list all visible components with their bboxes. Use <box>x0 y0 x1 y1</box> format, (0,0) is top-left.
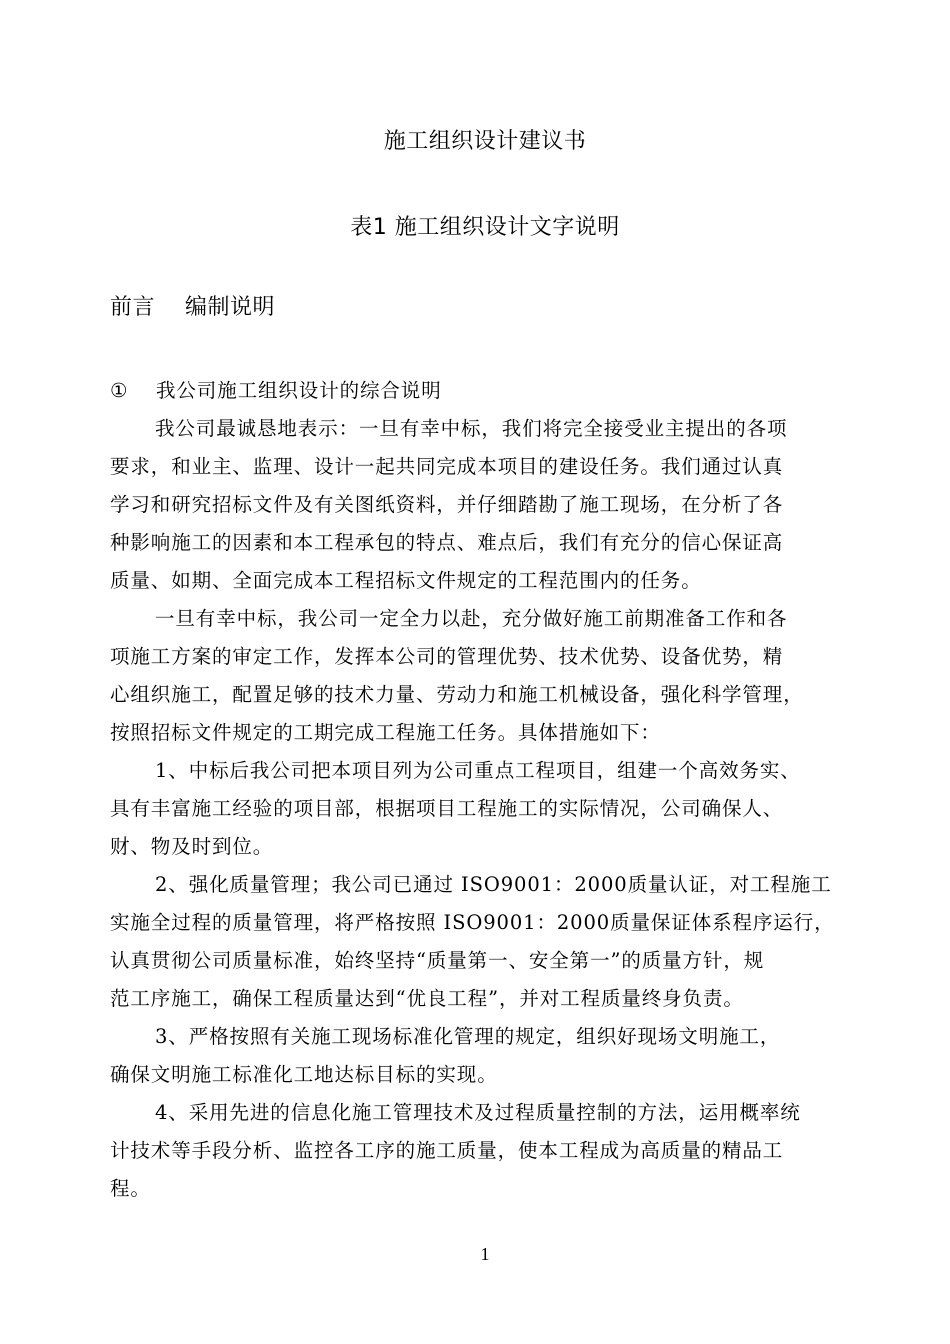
item-title: 我公司施工组织设计的综合说明 <box>156 379 442 402</box>
paragraph-line: 项施工方案的审定工作，发挥本公司的管理优势、技术优势、设备优势，精 <box>110 645 784 668</box>
paragraph-line: 种影响施工的因素和本工程承包的特点、难点后，我们有充分的信心保证高 <box>110 531 784 554</box>
paragraph-line: 计技术等手段分析、监控各工序的施工质量，使本工程成为高质量的精品工 <box>110 1139 784 1162</box>
paragraph-line: 财、物及时到位。 <box>110 835 274 858</box>
paragraph-line: 范工序施工，确保工程质量达到“优良工程”，并对工程质量终身负责。 <box>110 987 744 1010</box>
table-caption: 表1 施工组织设计文字说明 <box>350 215 620 240</box>
paragraph-line: 2、强化质量管理；我公司已通过 ISO9001：2000质量认证，对工程施工 <box>155 873 832 896</box>
paragraph-line: 确保文明施工标准化工地达标目标的实现。 <box>110 1063 498 1086</box>
paragraph-line: 认真贯彻公司质量标准，始终坚持“质量第一、安全第一”的质量方针，规 <box>110 949 765 972</box>
paragraph-line: 程。 <box>110 1177 151 1200</box>
item-marker: ① <box>110 379 129 402</box>
section-heading: 前言 编制说明 <box>110 295 275 320</box>
paragraph-line: 实施全过程的质量管理，将严格按照 ISO9001：2000质量保证体系程序运行， <box>110 911 835 934</box>
paragraph-line: 按照招标文件规定的工期完成工程施工任务。具体措施如下： <box>110 721 661 744</box>
document-title: 施工组织设计建议书 <box>383 129 587 154</box>
paragraph-line: 1、中标后我公司把本项目列为公司重点工程项目，组建一个高效务实、 <box>155 759 801 782</box>
paragraph-line: 质量、如期、全面完成本工程招标文件规定的工程范围内的任务。 <box>110 569 702 592</box>
paragraph-line: 3、严格按照有关施工现场标准化管理的规定，组织好现场文明施工， <box>155 1025 781 1048</box>
paragraph-line: 具有丰富施工经验的项目部，根据项目工程施工的实际情况，公司确保人、 <box>110 797 784 820</box>
page-number: 1 <box>480 1244 490 1264</box>
paragraph-line: 要求，和业主、监理、设计一起共同完成本项目的建设任务。我们通过认真 <box>110 455 784 478</box>
paragraph-line: 我公司最诚恳地表示：一旦有幸中标，我们将完全接受业主提出的各项 <box>155 417 788 440</box>
paragraph-line: 心组织施工，配置足够的技术力量、劳动力和施工机械设备，强化科学管理， <box>110 683 804 706</box>
paragraph-line: 学习和研究招标文件及有关图纸资料，并仔细踏勘了施工现场，在分析了各 <box>110 493 784 516</box>
paragraph-line: 4、采用先进的信息化施工管理技术及过程质量控制的方法，运用概率统 <box>155 1101 801 1124</box>
item-heading <box>110 378 860 404</box>
paragraph-line: 一旦有幸中标，我公司一定全力以赴，充分做好施工前期准备工作和各 <box>155 607 788 630</box>
